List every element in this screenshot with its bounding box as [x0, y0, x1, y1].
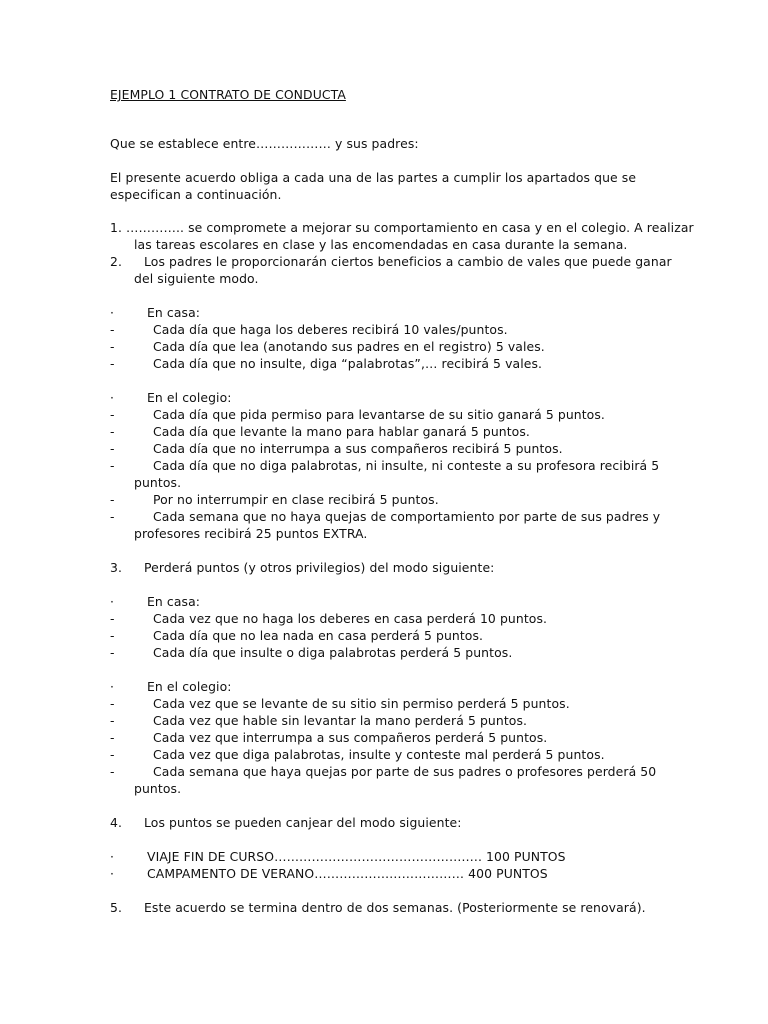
dash-marker: - — [110, 713, 115, 728]
earn-school-rule-6-cont: profesores recibirá 25 puntos EXTRA. — [134, 526, 368, 541]
dash-marker: - — [110, 764, 115, 779]
earn-home-heading: En casa: — [147, 305, 201, 320]
item-5-text: Este acuerdo se termina dentro de dos semanas. (Posteriormente se renovará). — [144, 900, 646, 915]
item-number-2: 2. — [110, 254, 123, 269]
item-number-4: 4. — [110, 815, 123, 830]
dash-marker: - — [110, 458, 115, 473]
item-1-text-line-1: ………….. se compromete a mejorar su comportamiento en casa y en el colegio. A realizar — [126, 220, 694, 235]
earn-home-rule-2: Cada día que lea (anotando sus padres en el registro) 5 vales. — [153, 339, 545, 354]
lose-school-rule-2: Cada vez que hable sin levantar la mano perderá 5 puntos. — [153, 713, 528, 728]
dash-marker: - — [110, 441, 115, 456]
dash-marker: - — [110, 645, 115, 660]
earn-school-rule-3: Cada día que no interrumpa a sus compañeros recibirá 5 puntos. — [153, 441, 563, 456]
item-1-text-line-2: las tareas escolares en clase y las encomendadas en casa durante la semana. — [134, 237, 628, 252]
lose-school-heading: En el colegio: — [147, 679, 232, 694]
earn-school-rule-6: Cada semana que no haya quejas de comportamiento por parte de sus padres y — [153, 509, 661, 524]
bullet-marker: · — [110, 594, 115, 609]
document-title: EJEMPLO 1 CONTRATO DE CONDUCTA — [110, 87, 346, 102]
earn-school-rule-5: Por no interrumpir en clase recibirá 5 puntos. — [153, 492, 439, 507]
earn-home-rule-1: Cada día que haga los deberes recibirá 10 vales/puntos. — [153, 322, 508, 337]
lose-school-rule-5-cont: puntos. — [134, 781, 182, 796]
dash-marker: - — [110, 509, 115, 524]
bullet-marker: · — [110, 679, 115, 694]
bullet-marker: · — [110, 866, 115, 881]
reward-2: CAMPAMENTO DE VERANO……………………………… 400 PUNTOS — [147, 866, 548, 881]
reward-1: VIAJE FIN DE CURSO………………………………………….. 100 PUNTOS — [147, 849, 566, 864]
earn-school-rule-1: Cada día que pida permiso para levantarse de su sitio ganará 5 puntos. — [153, 407, 605, 422]
dash-marker: - — [110, 696, 115, 711]
dash-marker: - — [110, 356, 115, 371]
item-number-5: 5. — [110, 900, 123, 915]
item-4-text: Los puntos se pueden canjear del modo siguiente: — [144, 815, 462, 830]
dash-marker: - — [110, 611, 115, 626]
item-2-text-line-2: del siguiente modo. — [134, 271, 259, 286]
lose-home-rule-1: Cada vez que no haga los deberes en casa perderá 10 puntos. — [153, 611, 548, 626]
dash-marker: - — [110, 407, 115, 422]
earn-home-rule-3: Cada día que no insulte, diga “palabrotas”,… recibirá 5 vales. — [153, 356, 543, 371]
item-3-text: Perderá puntos (y otros privilegios) del modo siguiente: — [144, 560, 495, 575]
earn-school-rule-4-cont: puntos. — [134, 475, 182, 490]
dash-marker: - — [110, 730, 115, 745]
dash-marker: - — [110, 339, 115, 354]
bullet-marker: · — [110, 390, 115, 405]
lose-home-rule-2: Cada día que no lea nada en casa perderá 5 puntos. — [153, 628, 484, 643]
intro-line: Que se establece entre……………… y sus padres: — [110, 136, 419, 151]
lose-home-heading: En casa: — [147, 594, 201, 609]
lose-school-rule-1: Cada vez que se levante de su sitio sin permiso perderá 5 puntos. — [153, 696, 570, 711]
lose-school-rule-4: Cada vez que diga palabrotas, insulte y conteste mal perderá 5 puntos. — [153, 747, 605, 762]
dash-marker: - — [110, 628, 115, 643]
item-number-1: 1. — [110, 220, 123, 235]
dash-marker: - — [110, 424, 115, 439]
earn-school-rule-4: Cada día que no diga palabrotas, ni insulte, ni conteste a su profesora recibirá 5 — [153, 458, 660, 473]
bullet-marker: · — [110, 305, 115, 320]
agreement-line-1: El presente acuerdo obliga a cada una de las partes a cumplir los apartados que se — [110, 170, 637, 185]
lose-school-rule-3: Cada vez que interrumpa a sus compañeros perderá 5 puntos. — [153, 730, 548, 745]
agreement-line-2: especifican a continuación. — [110, 187, 282, 202]
earn-school-rule-2: Cada día que levante la mano para hablar ganará 5 puntos. — [153, 424, 530, 439]
dash-marker: - — [110, 322, 115, 337]
dash-marker: - — [110, 747, 115, 762]
dash-marker: - — [110, 492, 115, 507]
item-number-3: 3. — [110, 560, 123, 575]
item-2-text-line-1: Los padres le proporcionarán ciertos beneficios a cambio de vales que puede ganar — [144, 254, 672, 269]
lose-home-rule-3: Cada día que insulte o diga palabrotas perderá 5 puntos. — [153, 645, 513, 660]
bullet-marker: · — [110, 849, 115, 864]
earn-school-heading: En el colegio: — [147, 390, 232, 405]
lose-school-rule-5: Cada semana que haya quejas por parte de sus padres o profesores perderá 50 — [153, 764, 657, 779]
